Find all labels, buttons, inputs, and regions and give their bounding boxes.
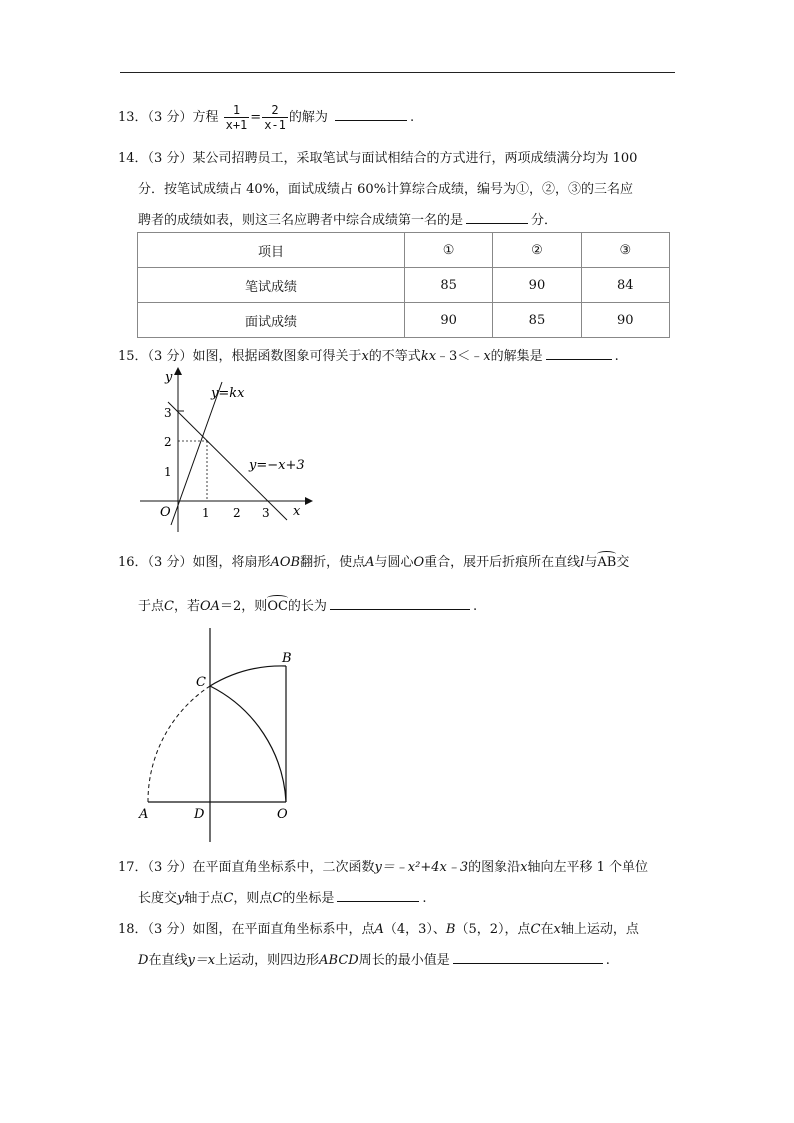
table-cell: 90 [581,303,669,338]
x-axis-label: x [293,504,301,519]
x-tick-label: 2 [233,506,241,520]
question-14-line1: 14．（3 分）某公司招聘员工，采取笔试与面试相结合的方式进行，两项成绩满分均为 100 [118,151,638,166]
y-axis-arrow [174,367,182,375]
score-table [137,232,670,338]
origin-label: O [160,505,171,520]
point-label-a: A [139,807,149,822]
table-cell: 85 [404,268,492,303]
question-17-line2: 长度交y轴于点C，则点C的坐标是 . [138,887,426,906]
line-y-kx [171,382,222,525]
x-tick-label: 1 [202,506,210,520]
question-13: 13．（3 分）方程 $\frac{1}{x+1}$ = $\frac{2}{x-1}$ 的解为 . [118,103,415,132]
arc-cb [210,666,286,686]
table-cell: ③ [581,233,669,268]
function-graph [135,362,315,534]
table-cell: ② [493,233,581,268]
answer-blank-17[interactable] [337,888,419,902]
answer-blank-14[interactable] [466,210,528,224]
question-17-line1: 17．（3 分）在平面直角坐标系中，二次函数y＝﹣x²+4x﹣3的图象沿x轴向左平移 1 个单位 [118,860,649,875]
table-cell: 面试成绩 [138,303,405,338]
x-axis-arrow [305,497,313,505]
point-label-o: O [277,807,288,822]
table-cell: 90 [493,268,581,303]
y-axis-label: y [165,370,173,385]
question-16-line1: 16．（3 分）如图，将扇形AOB翻折，使点A与圆心O重合，展开后折痕所在直线l与AB交 [118,555,630,570]
x-tick-label: 3 [262,506,270,520]
answer-blank-16[interactable] [330,596,470,610]
y-tick-label: 2 [164,435,172,449]
question-15: 15．（3 分）如图，根据函数图象可得关于x的不等式kx﹣3＜﹣x的解集是 . [118,345,619,364]
table-header-row [138,233,670,268]
table-cell: 90 [404,303,492,338]
point-label-b: B [282,651,292,666]
header-rule [120,72,675,73]
table-cell: 项目 [138,233,405,268]
table-cell: 笔试成绩 [138,268,405,303]
dashed-arc-ac [148,686,210,802]
y-tick-label: 1 [164,465,172,479]
question-14-line3: 聘者的成绩如表，则这三名应聘者中综合成绩第一名的是 分． [138,209,557,228]
label-y-kx: y=kx [211,386,245,401]
point-label-d: D [194,807,205,822]
arc-oc: OC [267,599,288,614]
answer-blank-13[interactable] [335,107,407,121]
table-cell: 84 [581,268,669,303]
label-y-neg-x-plus-3: y=−x+3 [249,458,305,473]
fraction-1: $\frac{1}{x+1}$ [225,103,248,132]
answer-blank-15[interactable] [546,346,612,360]
point-label-c: C [196,675,206,690]
table-cell: ① [404,233,492,268]
table-row [138,303,670,338]
table-cell: 85 [493,303,581,338]
question-18-line1: 18．（3 分）如图，在平面直角坐标系中，点A（4，3）、B（5，2），点C在x轴上运动，点 [118,922,639,937]
arc-ab: AB [597,555,617,570]
folded-arc-co [210,686,286,802]
sector-figure [130,620,310,850]
question-16-line2: 于点C，若OA＝2，则OC的长为 . [138,595,477,614]
answer-blank-18[interactable] [453,950,603,964]
y-tick-label: 3 [164,406,172,420]
fraction-2: $\frac{2}{x-1}$ [264,103,286,132]
question-18-line2: D在直线y＝x上运动，则四边形ABCD周长的最小值是 . [138,949,610,968]
question-14-line2: 分．按笔试成绩占 40%，面试成绩占 60%计算综合成绩，编号为①，②，③的三名应 [138,182,634,197]
table-row [138,268,670,303]
